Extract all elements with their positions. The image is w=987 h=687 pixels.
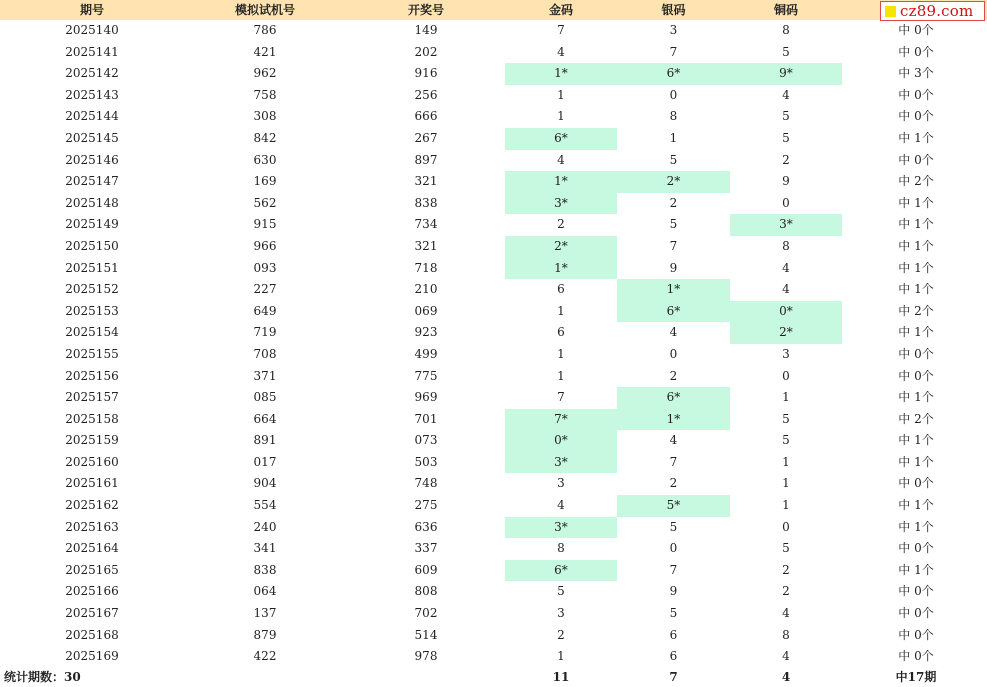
cell-gold: 2* bbox=[505, 236, 617, 258]
cell-sim-number: 966 bbox=[253, 238, 277, 253]
cell-draw-number: 256 bbox=[414, 87, 438, 102]
cell-draw-number: 666 bbox=[414, 109, 438, 124]
cell-gold: 4 bbox=[557, 498, 565, 513]
cell-gold: 3* bbox=[505, 452, 617, 474]
cell-draw-number: 838 bbox=[414, 195, 438, 210]
table-row bbox=[0, 85, 987, 107]
cell-sim-number: 562 bbox=[253, 195, 277, 210]
cell-silver: 7 bbox=[669, 454, 678, 469]
cell-sim-number: 093 bbox=[253, 260, 277, 275]
table-row bbox=[0, 214, 987, 236]
table-row bbox=[0, 560, 987, 582]
cell-hit-count: 中 1个 bbox=[898, 454, 934, 469]
cell-hit-count: 中 0个 bbox=[898, 23, 934, 37]
cell-silver: 0 bbox=[669, 346, 678, 361]
table-row bbox=[0, 581, 987, 603]
cell-hit-count: 中 1个 bbox=[898, 260, 934, 275]
cell-draw-number: 923 bbox=[414, 325, 438, 340]
table-row bbox=[0, 473, 987, 495]
cell-gold: 3* bbox=[505, 517, 617, 539]
cell-silver: 6 bbox=[669, 627, 678, 642]
cell-gold: 1* bbox=[505, 258, 617, 280]
cell-gold: 4 bbox=[557, 44, 565, 59]
cell-gold: 6 bbox=[557, 325, 565, 340]
cell-draw-number: 636 bbox=[414, 519, 438, 534]
cell-gold: 1 bbox=[557, 87, 565, 102]
cell-sim-number: 308 bbox=[253, 109, 277, 124]
cell-gold: 7 bbox=[557, 390, 565, 405]
logo-text: cz89.com bbox=[900, 2, 974, 20]
cell-draw-number: 609 bbox=[414, 562, 438, 577]
cell-copper: 8 bbox=[782, 627, 790, 642]
table-row bbox=[0, 63, 987, 85]
cell-copper: 5 bbox=[782, 411, 790, 426]
cell-draw-number: 499 bbox=[414, 346, 438, 361]
cell-draw-number: 702 bbox=[414, 606, 438, 621]
cell-gold: 2 bbox=[557, 627, 565, 642]
summary-hits: 中17期 bbox=[895, 670, 937, 684]
cell-sim-number: 421 bbox=[253, 44, 277, 59]
cell-gold: 6* bbox=[505, 128, 617, 150]
cell-issue: 2025140 bbox=[65, 23, 119, 37]
cell-silver: 9 bbox=[669, 260, 678, 275]
header-draw-number: 开奖号 bbox=[407, 3, 444, 17]
cell-hit-count: 中 2个 bbox=[898, 303, 934, 318]
cell-issue: 2025166 bbox=[65, 584, 119, 599]
cell-sim-number: 719 bbox=[253, 325, 277, 340]
cell-hit-count: 中 1个 bbox=[898, 562, 934, 577]
cell-draw-number: 321 bbox=[414, 174, 438, 189]
cell-sim-number: 708 bbox=[253, 346, 277, 361]
cell-copper: 8 bbox=[782, 238, 790, 253]
cell-issue: 2025155 bbox=[65, 346, 119, 361]
cell-hit-count: 中 0个 bbox=[898, 606, 934, 621]
cell-silver: 1 bbox=[669, 130, 678, 145]
cell-sim-number: 630 bbox=[253, 152, 277, 167]
cell-issue: 2025143 bbox=[65, 87, 119, 102]
cell-silver: 7 bbox=[669, 238, 678, 253]
table-row bbox=[0, 603, 987, 625]
header-sim-number: 模拟试机号 bbox=[234, 3, 295, 17]
cell-draw-number: 073 bbox=[414, 433, 438, 448]
cell-sim-number: 786 bbox=[253, 23, 277, 37]
cell-hit-count: 中 3个 bbox=[898, 66, 934, 81]
cell-issue: 2025147 bbox=[65, 174, 119, 189]
cell-silver: 4 bbox=[669, 325, 678, 340]
cell-sim-number: 169 bbox=[253, 174, 277, 189]
cell-silver: 5 bbox=[669, 606, 678, 621]
cell-gold: 1 bbox=[557, 303, 565, 318]
cell-copper: 4 bbox=[782, 260, 790, 275]
cell-silver: 3 bbox=[669, 23, 678, 37]
header-gold: 金码 bbox=[548, 3, 573, 17]
cell-draw-number: 718 bbox=[414, 260, 438, 275]
cell-hit-count: 中 0个 bbox=[898, 541, 934, 556]
cell-issue: 2025164 bbox=[65, 541, 119, 556]
cell-sim-number: 891 bbox=[253, 433, 277, 448]
cell-gold: 2 bbox=[557, 217, 565, 232]
cell-copper: 4 bbox=[782, 87, 790, 102]
cell-silver: 8 bbox=[669, 109, 678, 124]
cell-silver: 2 bbox=[669, 476, 678, 491]
cell-sim-number: 879 bbox=[253, 627, 277, 642]
cell-copper: 0 bbox=[782, 368, 790, 383]
cell-silver: 5 bbox=[669, 519, 678, 534]
cell-gold: 7 bbox=[557, 23, 565, 37]
cell-sim-number: 085 bbox=[253, 390, 277, 405]
cell-copper: 2* bbox=[730, 322, 842, 344]
cell-issue: 2025165 bbox=[65, 562, 119, 577]
cell-gold: 1 bbox=[557, 649, 565, 664]
cell-silver: 6 bbox=[669, 649, 678, 664]
cell-copper: 8 bbox=[782, 23, 790, 37]
cell-issue: 2025161 bbox=[65, 476, 119, 491]
cell-issue: 2025149 bbox=[65, 217, 119, 232]
cell-hit-count: 中 1个 bbox=[898, 390, 934, 405]
cell-draw-number: 969 bbox=[414, 390, 438, 405]
table-row bbox=[0, 20, 987, 42]
cell-gold: 7* bbox=[505, 409, 617, 431]
summary-silver: 7 bbox=[669, 670, 678, 684]
cell-draw-number: 503 bbox=[414, 454, 438, 469]
cell-issue: 2025158 bbox=[65, 411, 119, 426]
cell-hit-count: 中 1个 bbox=[898, 217, 934, 232]
cell-sim-number: 962 bbox=[253, 66, 277, 81]
cell-sim-number: 137 bbox=[253, 606, 277, 621]
table-row bbox=[0, 236, 987, 258]
cell-silver: 1* bbox=[617, 409, 730, 431]
table-row bbox=[0, 387, 987, 409]
cell-issue: 2025163 bbox=[65, 519, 119, 534]
cell-copper: 2 bbox=[782, 562, 790, 577]
cell-sim-number: 838 bbox=[253, 562, 277, 577]
cell-silver: 4 bbox=[669, 433, 678, 448]
table-row bbox=[0, 646, 987, 668]
summary-row bbox=[0, 667, 987, 687]
cell-draw-number: 775 bbox=[414, 368, 438, 383]
table-row bbox=[0, 409, 987, 431]
cell-draw-number: 069 bbox=[414, 303, 438, 318]
cell-issue: 2025156 bbox=[65, 368, 119, 383]
cell-issue: 2025168 bbox=[65, 627, 119, 642]
cell-silver: 1* bbox=[617, 279, 730, 301]
cell-draw-number: 916 bbox=[414, 66, 438, 81]
table-row bbox=[0, 452, 987, 474]
cell-draw-number: 267 bbox=[414, 130, 438, 145]
cell-copper: 4 bbox=[782, 606, 790, 621]
cell-draw-number: 897 bbox=[414, 152, 438, 167]
cell-gold: 1 bbox=[557, 368, 565, 383]
cell-hit-count: 中 0个 bbox=[898, 476, 934, 491]
table-row bbox=[0, 279, 987, 301]
cell-gold: 3 bbox=[557, 606, 565, 621]
cell-sim-number: 422 bbox=[253, 649, 277, 664]
cell-sim-number: 017 bbox=[253, 454, 277, 469]
cell-silver: 5 bbox=[669, 217, 678, 232]
cell-draw-number: 210 bbox=[414, 282, 438, 297]
table-row bbox=[0, 301, 987, 323]
cell-hit-count: 中 1个 bbox=[898, 498, 934, 513]
cell-silver: 0 bbox=[669, 87, 678, 102]
cell-silver: 2 bbox=[669, 195, 678, 210]
cell-silver: 5* bbox=[617, 495, 730, 517]
cell-issue: 2025153 bbox=[65, 303, 119, 318]
cell-gold: 1 bbox=[557, 109, 565, 124]
summary-gold: 11 bbox=[552, 670, 570, 684]
cell-copper: 4 bbox=[782, 282, 790, 297]
cell-issue: 2025148 bbox=[65, 195, 119, 210]
cell-issue: 2025154 bbox=[65, 325, 119, 340]
cell-hit-count: 中 0个 bbox=[898, 346, 934, 361]
cell-copper: 5 bbox=[782, 44, 790, 59]
cell-hit-count: 中 0个 bbox=[898, 649, 934, 664]
cell-gold: 3 bbox=[557, 476, 565, 491]
cell-copper: 1 bbox=[782, 390, 790, 405]
cell-silver: 6* bbox=[617, 387, 730, 409]
cell-gold: 1* bbox=[505, 63, 617, 85]
cell-hit-count: 中 1个 bbox=[898, 433, 934, 448]
cell-copper: 1 bbox=[782, 476, 790, 491]
cell-issue: 2025159 bbox=[65, 433, 119, 448]
header-issue: 期号 bbox=[79, 3, 104, 17]
cell-draw-number: 808 bbox=[414, 584, 438, 599]
cell-issue: 2025157 bbox=[65, 390, 119, 405]
cell-hit-count: 中 2个 bbox=[898, 174, 934, 189]
site-logo bbox=[880, 1, 985, 21]
table-row bbox=[0, 430, 987, 452]
cell-gold: 0* bbox=[505, 430, 617, 452]
cell-sim-number: 649 bbox=[253, 303, 277, 318]
cell-issue: 2025162 bbox=[65, 498, 119, 513]
table-row bbox=[0, 366, 987, 388]
table-row bbox=[0, 344, 987, 366]
table-row bbox=[0, 625, 987, 647]
cell-silver: 0 bbox=[669, 541, 678, 556]
header-copper: 铜码 bbox=[773, 3, 798, 17]
cell-sim-number: 554 bbox=[253, 498, 277, 513]
cell-copper: 3* bbox=[730, 214, 842, 236]
table-row bbox=[0, 106, 987, 128]
cell-copper: 5 bbox=[782, 109, 790, 124]
cell-sim-number: 904 bbox=[253, 476, 277, 491]
table-header bbox=[0, 0, 987, 20]
cell-hit-count: 中 0个 bbox=[898, 109, 934, 124]
cell-sim-number: 842 bbox=[253, 130, 277, 145]
cell-draw-number: 748 bbox=[414, 476, 438, 491]
cell-draw-number: 978 bbox=[414, 649, 438, 664]
cell-copper: 5 bbox=[782, 541, 790, 556]
cell-hit-count: 中 1个 bbox=[898, 195, 934, 210]
cell-copper: 0* bbox=[730, 301, 842, 323]
cell-issue: 2025144 bbox=[65, 109, 119, 124]
cell-sim-number: 064 bbox=[253, 584, 277, 599]
summary-count: 统计期数：30 bbox=[4, 670, 81, 684]
cell-issue: 2025142 bbox=[65, 66, 119, 81]
cell-gold: 1 bbox=[557, 346, 565, 361]
cell-hit-count: 中 1个 bbox=[898, 130, 934, 145]
cell-issue: 2025167 bbox=[65, 606, 119, 621]
cell-silver: 7 bbox=[669, 44, 678, 59]
cell-copper: 2 bbox=[782, 584, 790, 599]
cell-silver: 5 bbox=[669, 152, 678, 167]
cell-draw-number: 149 bbox=[414, 23, 438, 37]
table-row bbox=[0, 171, 987, 193]
cell-copper: 2 bbox=[782, 152, 790, 167]
table-row bbox=[0, 128, 987, 150]
cell-issue: 2025152 bbox=[65, 282, 119, 297]
cell-sim-number: 664 bbox=[253, 411, 277, 426]
cell-hit-count: 中 0个 bbox=[898, 584, 934, 599]
cell-silver: 9 bbox=[669, 584, 678, 599]
table-row bbox=[0, 42, 987, 64]
cell-draw-number: 514 bbox=[414, 627, 438, 642]
cell-hit-count: 中 1个 bbox=[898, 282, 934, 297]
cell-issue: 2025150 bbox=[65, 238, 119, 253]
table-row bbox=[0, 193, 987, 215]
cell-draw-number: 321 bbox=[414, 238, 438, 253]
cell-hit-count: 中 0个 bbox=[898, 368, 934, 383]
cell-issue: 2025146 bbox=[65, 152, 119, 167]
cell-gold: 1* bbox=[505, 171, 617, 193]
cell-sim-number: 341 bbox=[253, 541, 277, 556]
cell-draw-number: 734 bbox=[414, 217, 438, 232]
cell-hit-count: 中 0个 bbox=[898, 152, 934, 167]
cell-gold: 5 bbox=[557, 584, 565, 599]
table-row bbox=[0, 495, 987, 517]
cell-copper: 1 bbox=[782, 454, 790, 469]
table-row bbox=[0, 322, 987, 344]
cell-sim-number: 915 bbox=[253, 217, 277, 232]
cell-gold: 4 bbox=[557, 152, 565, 167]
cell-copper: 5 bbox=[782, 433, 790, 448]
cell-draw-number: 337 bbox=[414, 541, 438, 556]
cell-gold: 6 bbox=[557, 282, 565, 297]
cell-silver: 6* bbox=[617, 63, 730, 85]
cell-copper: 0 bbox=[782, 195, 790, 210]
summary-copper: 4 bbox=[781, 670, 791, 684]
table-row bbox=[0, 150, 987, 172]
cell-hit-count: 中 0个 bbox=[898, 87, 934, 102]
cell-gold: 6* bbox=[505, 560, 617, 582]
cell-draw-number: 202 bbox=[414, 44, 438, 59]
cell-hit-count: 中 2个 bbox=[898, 411, 934, 426]
cell-silver: 6* bbox=[617, 301, 730, 323]
cell-hit-count: 中 1个 bbox=[898, 325, 934, 340]
cell-sim-number: 240 bbox=[253, 519, 277, 534]
cell-copper: 3 bbox=[782, 346, 790, 361]
cell-hit-count: 中 0个 bbox=[898, 44, 934, 59]
cell-gold: 8 bbox=[557, 541, 565, 556]
cell-copper: 5 bbox=[782, 130, 790, 145]
cell-silver: 2 bbox=[669, 368, 678, 383]
cell-draw-number: 701 bbox=[414, 411, 438, 426]
table-row bbox=[0, 258, 987, 280]
cell-hit-count: 中 1个 bbox=[898, 519, 934, 534]
cell-issue: 2025151 bbox=[65, 260, 119, 275]
header-silver: 银码 bbox=[661, 3, 686, 17]
cell-issue: 2025169 bbox=[65, 649, 119, 664]
logo-square-icon bbox=[885, 6, 896, 17]
cell-copper: 9* bbox=[730, 63, 842, 85]
cell-sim-number: 371 bbox=[253, 368, 277, 383]
cell-hit-count: 中 1个 bbox=[898, 238, 934, 253]
cell-silver: 2* bbox=[617, 171, 730, 193]
cell-sim-number: 758 bbox=[253, 87, 277, 102]
cell-gold: 3* bbox=[505, 193, 617, 215]
cell-copper: 4 bbox=[782, 649, 790, 664]
cell-copper: 1 bbox=[782, 498, 790, 513]
cell-issue: 2025160 bbox=[65, 454, 119, 469]
cell-issue: 2025141 bbox=[65, 44, 119, 59]
table-body bbox=[0, 20, 987, 668]
cell-hit-count: 中 0个 bbox=[898, 627, 934, 642]
cell-copper: 0 bbox=[782, 519, 790, 534]
table-row bbox=[0, 517, 987, 539]
cell-sim-number: 227 bbox=[253, 282, 277, 297]
cell-draw-number: 275 bbox=[414, 498, 438, 513]
cell-copper: 9 bbox=[782, 174, 790, 189]
cell-silver: 7 bbox=[669, 562, 678, 577]
cell-issue: 2025145 bbox=[65, 130, 119, 145]
table-row bbox=[0, 538, 987, 560]
